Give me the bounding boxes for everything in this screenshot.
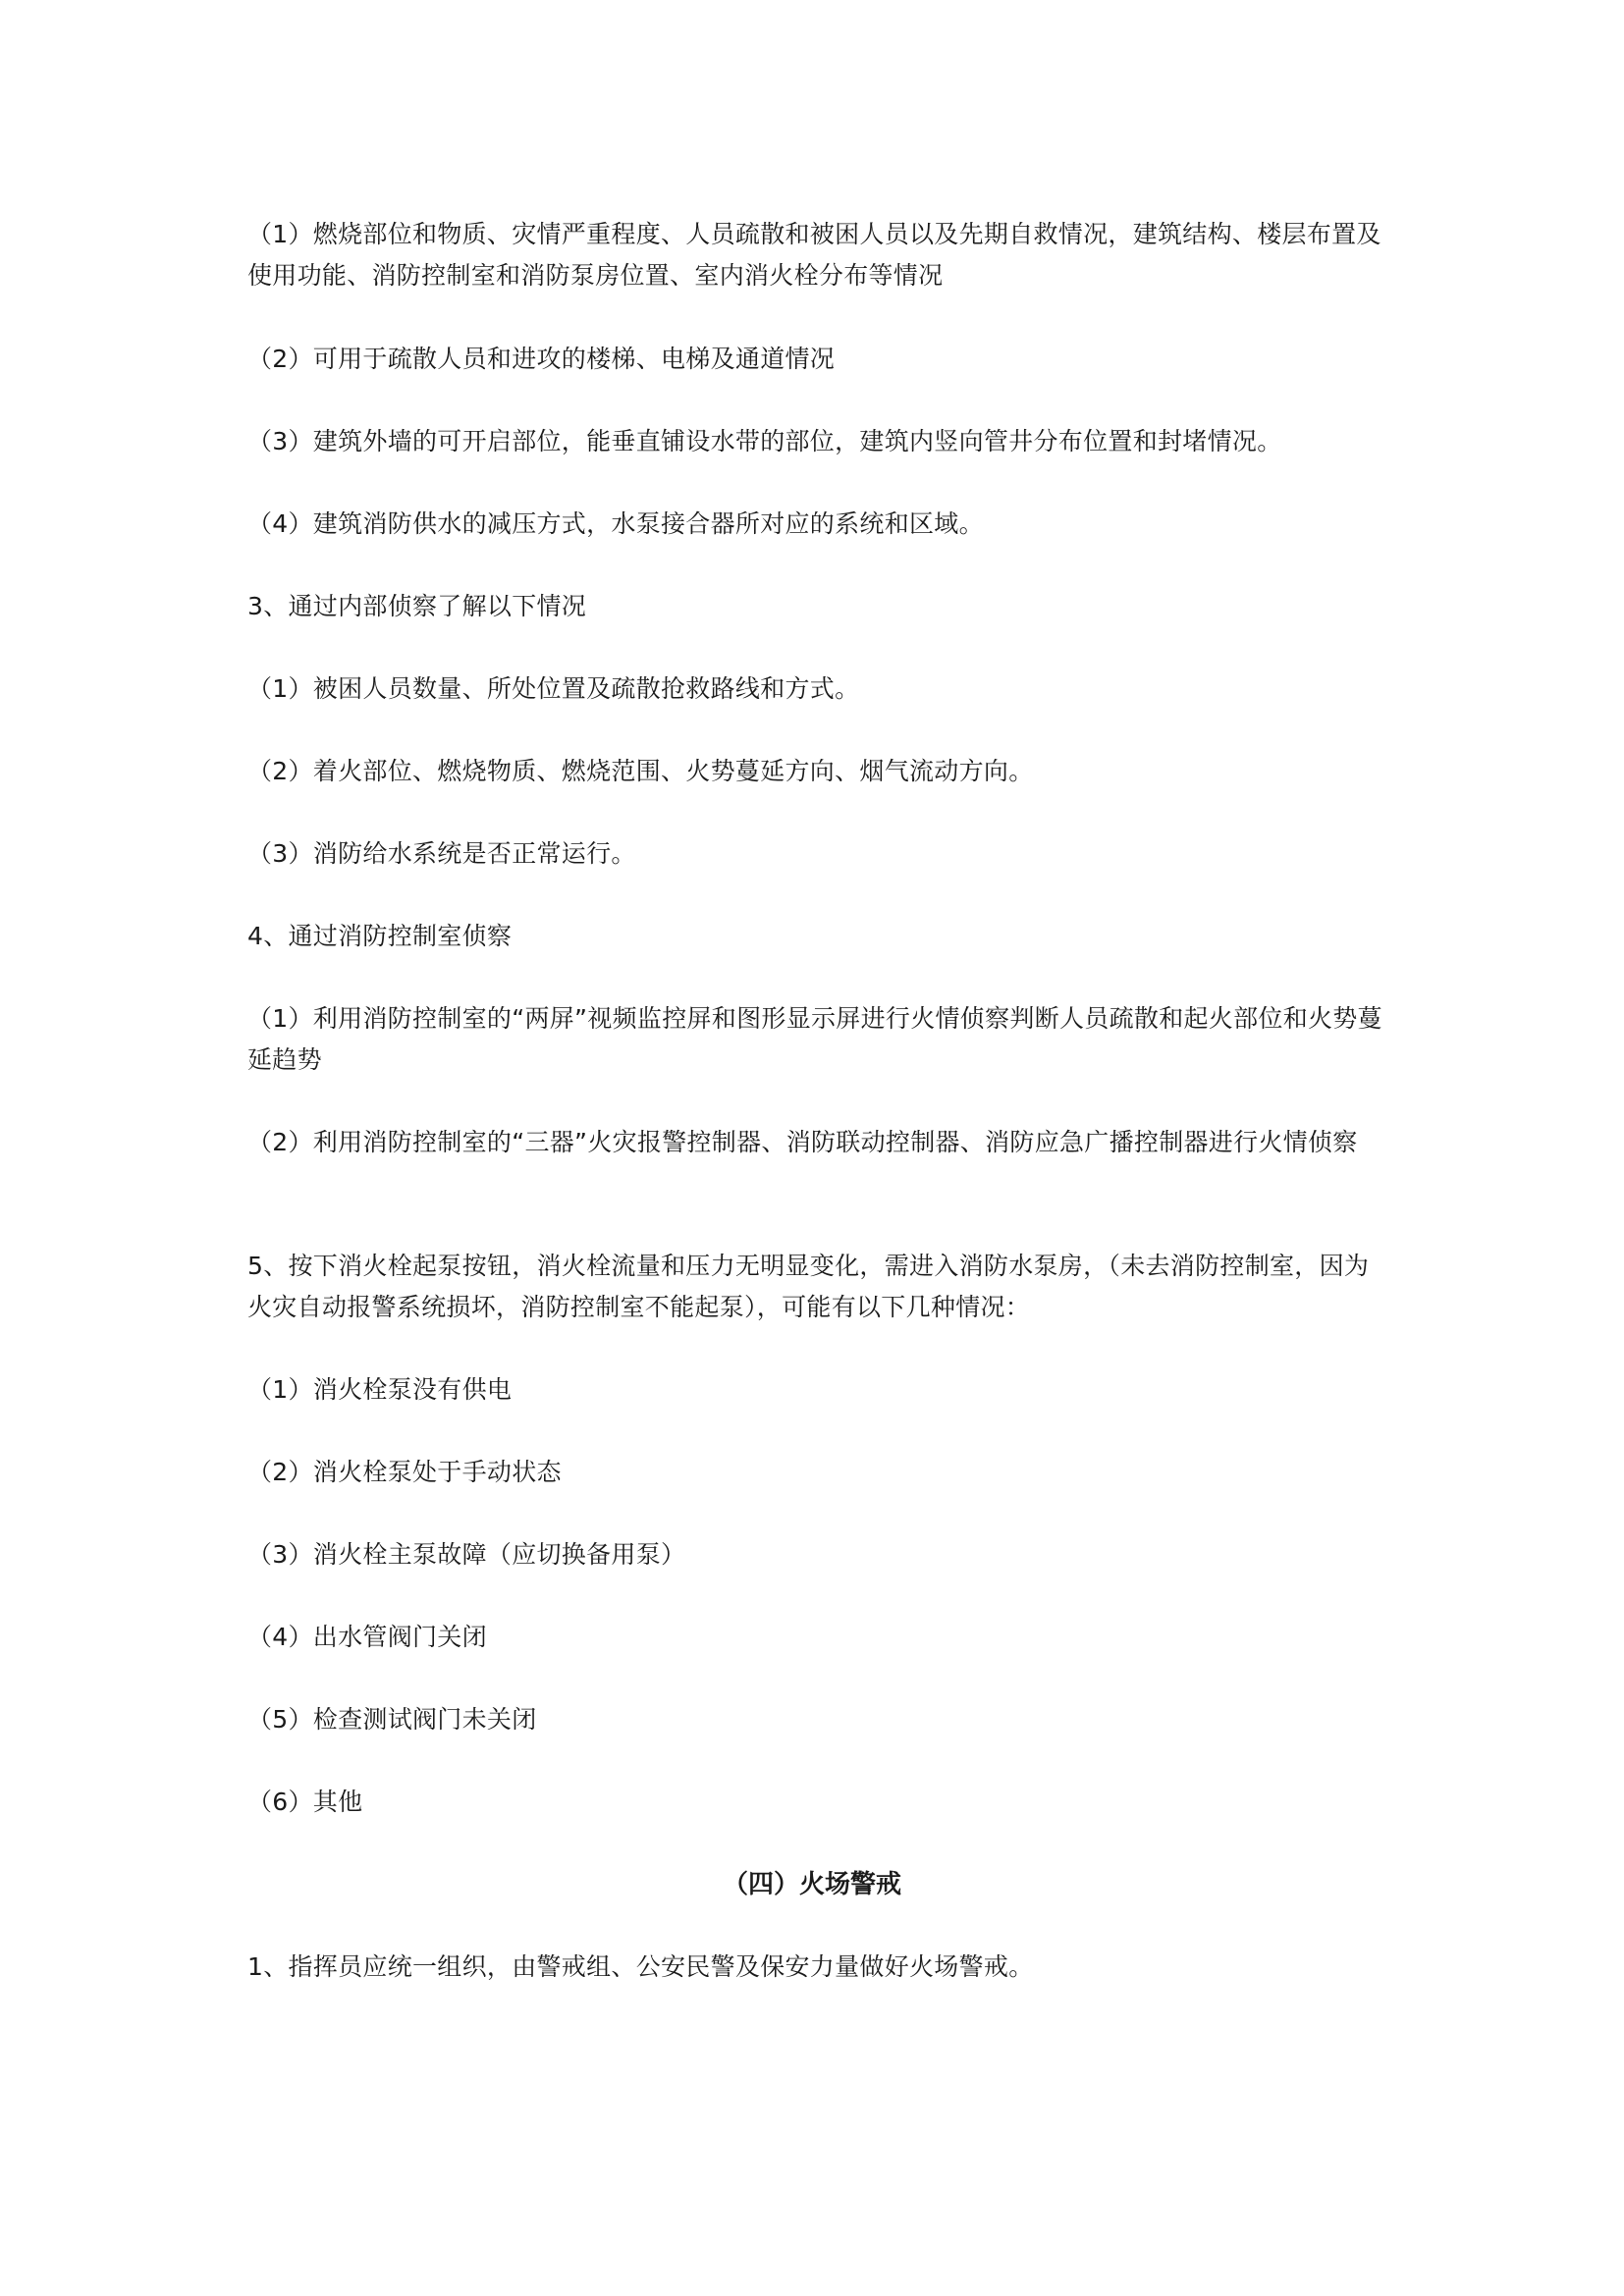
- paragraph-item-13: （1）消火栓泵没有供电: [247, 1375, 513, 1404]
- paragraph-item-1: （1）燃烧部位和物质、灾情严重程度、人员疏散和被困人员以及先期自救情况，建筑结构、楼层布置及使用功能、消防控制室和消防泵房位置、室内消火栓分布等情况: [247, 220, 1381, 290]
- paragraph-item-18: （6）其他: [247, 1788, 363, 1816]
- paragraph-item-16: （4）出水管阀门关闭: [247, 1623, 487, 1651]
- section-3-title: 3、通过内部侦察了解以下情况: [247, 592, 587, 620]
- paragraph-item-14: （2）消火栓泵处于手动状态: [247, 1458, 562, 1486]
- section-5-title: 5、按下消火栓起泵按钮，消火栓流量和压力无明显变化，需进入消防水泵房，（未去消防控制室，因为火灾自动报警系统损坏，消防控制室不能起泵），可能有以下几种情况：: [247, 1252, 1370, 1321]
- paragraph-item-10: （1）利用消防控制室的“两屏”视频监控屏和图形显示屏进行火情侦察判断人员疏散和起火部位和火势蔓延趋势: [247, 1004, 1382, 1074]
- paragraph-item-15: （3）消火栓主泵故障（应切换备用泵）: [247, 1540, 686, 1569]
- paragraph-item-2: （2）可用于疏散人员和进攻的楼梯、电梯及通道情况: [247, 345, 836, 373]
- paragraph-item-17: （5）检查测试阀门未关闭: [247, 1705, 537, 1734]
- paragraph-item-19: 1、指挥员应统一组织，由警戒组、公安民警及保安力量做好火场警戒。: [247, 1952, 1034, 1981]
- paragraph-item-11: （2）利用消防控制室的“三器”火灾报警控制器、消防联动控制器、消防应急广播控制器进行火情侦察: [247, 1128, 1358, 1156]
- paragraph-item-3: （3）建筑外墙的可开启部位，能垂直铺设水带的部位，建筑内竖向管井分布位置和封堵情况。: [247, 427, 1282, 455]
- section-heading: （四）火场警戒: [722, 1870, 901, 1899]
- paragraph-item-6: （1）被困人员数量、所处位置及疏散抢救路线和方式。: [247, 674, 860, 703]
- paragraph-item-8: （3）消防给水系统是否正常运行。: [247, 839, 636, 868]
- paragraph-item-7: （2）着火部位、燃烧物质、燃烧范围、火势蔓延方向、烟气流动方向。: [247, 757, 1034, 785]
- section-4-title: 4、通过消防控制室侦察: [247, 922, 513, 950]
- paragraph-item-4: （4）建筑消防供水的减压方式，水泵接合器所对应的系统和区域。: [247, 509, 984, 538]
